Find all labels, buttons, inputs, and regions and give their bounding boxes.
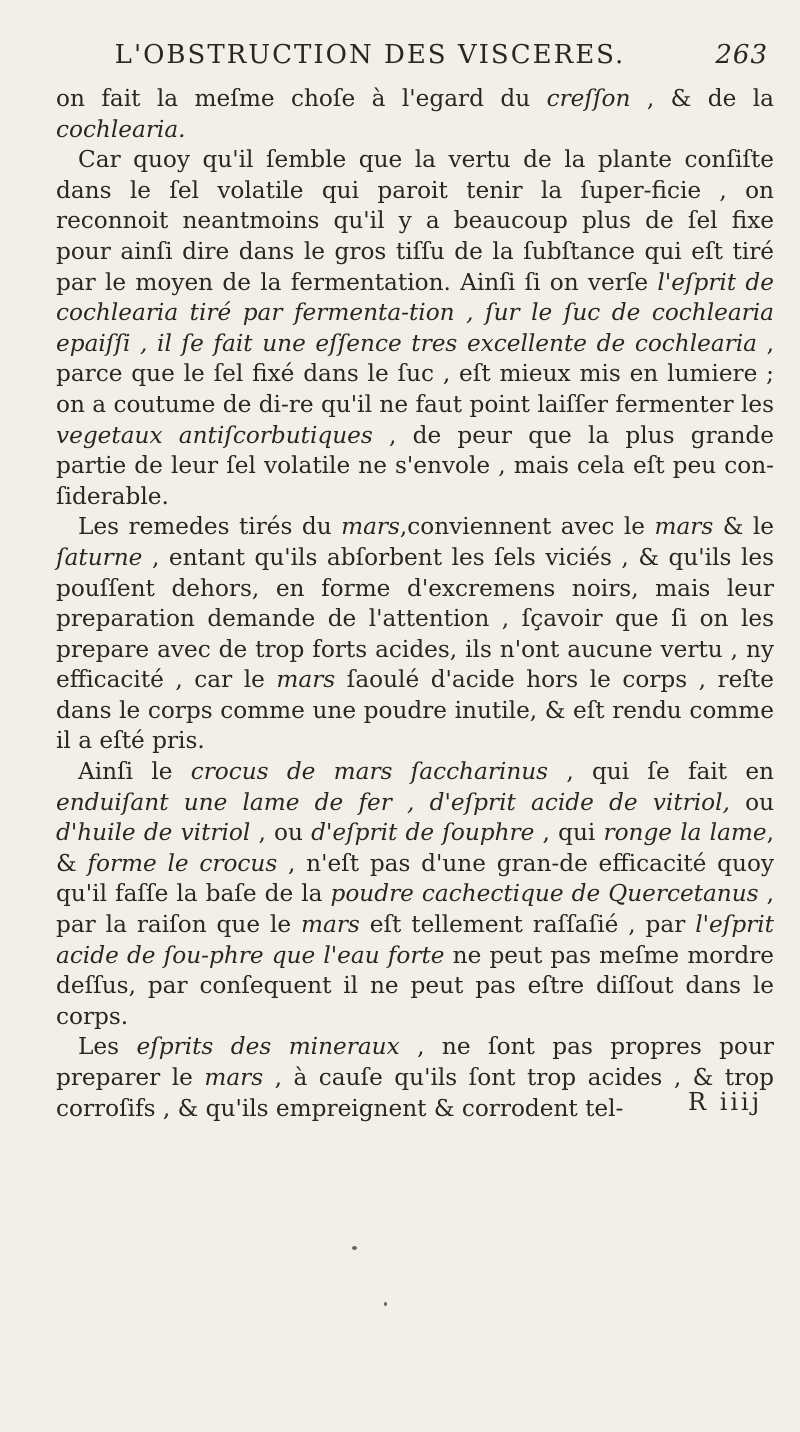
italic-text: mars <box>204 1064 264 1091</box>
signature-mark: R iiij <box>688 1088 763 1116</box>
text-run: , & de la <box>630 85 774 112</box>
running-title: L'OBSTRUCTION DES VISCERES. <box>114 40 626 70</box>
text-run: , à cauſe qu'ils ſont trop acides , & trop corroſifs , & qu'ils empreignent & corrodent tel- <box>56 1064 774 1122</box>
italic-text: enduiſant une lame de fer , d'eſprit acide de vitriol, <box>56 788 730 816</box>
text-run: eſt tellement raſſaſié , par <box>359 911 696 939</box>
italic-text: cochlearia. <box>56 115 186 143</box>
text-run: Les <box>78 1033 137 1061</box>
italic-text: mars <box>301 911 360 939</box>
italic-text: mars <box>341 513 400 541</box>
text-run: & le <box>713 513 774 541</box>
text-run: ſaoulé d'acide hors le corps , reſte dans le corps comme une poudre inutile, & eſt rendu comme il a eſté pris. <box>56 666 774 755</box>
running-header <box>56 40 774 84</box>
italic-text: vegetaux antiſcorbutiques <box>56 421 373 449</box>
text-run: Les remedes tirés du <box>78 513 342 541</box>
italic-text: ronge la lame <box>603 819 767 847</box>
paragraph <box>56 757 774 1032</box>
text-run: , de peur que la plus grande partie de leur ſel volatile ne s'envole , mais cela eſt peu con-ſiderable. <box>56 421 774 510</box>
italic-text: d'eſprit de ſouphre <box>311 819 535 847</box>
text-run: , qui <box>534 819 604 847</box>
italic-text: l'eſprit acide de ſou-phre que l'eau forte <box>56 911 774 969</box>
ink-speck <box>352 1246 357 1250</box>
italic-text: forme le crocus <box>87 849 278 877</box>
italic-text: l'eſprit de cochlearia tiré par fermenta-tion , ſur le ſuc de cochlearia epaiſſi , il ſe fait une eſſence tres excellente de cochlearia <box>56 268 774 357</box>
italic-text: mars <box>276 666 336 694</box>
italic-text: poudre cachectique de Quercetanus <box>330 880 759 908</box>
text-run: Ainſi le <box>78 758 191 786</box>
text-run: , entant qu'ils abſorbent les ſels viciés , & qu'ils les pouſſent dehors, en forme d'excremens noirs, mais leur preparation demande de l'attention , ſçavoir que ſi on les prepare avec de trop forts acides, ils n'ont aucune vertu , ny efficacité , car le <box>56 543 774 694</box>
paragraph <box>56 84 774 145</box>
italic-text: mars <box>654 513 714 541</box>
paragraph <box>56 512 774 757</box>
text-run: , n'eſt pas d'une gran-de efficacité quoy qu'il faſſe la baſe de la <box>56 849 774 908</box>
ink-speck <box>384 1302 387 1306</box>
body-text <box>56 84 774 1124</box>
text-run: , & <box>56 819 774 877</box>
text-run: , parce que le ſel fixé dans le ſuc , eſt mieux mis en lumiere ; on a coutume de di-re qu'il ne faut point laiſſer fermenter les <box>56 329 775 418</box>
page-number: 263 <box>715 40 768 70</box>
text-run: , ou <box>250 819 312 847</box>
text-run: ,conviennent avec le <box>399 513 655 541</box>
italic-text: creſſon <box>546 85 631 112</box>
text-run: , qui ſe fait en <box>548 758 774 786</box>
italic-text: d'huile de vitriol <box>56 819 251 847</box>
italic-text: eſprits des mineraux <box>136 1033 400 1061</box>
text-run: , ne ſont pas propres pour preparer le <box>56 1033 774 1091</box>
text-run: ne peut pas meſme mordre deſſus, par conſequent il ne peut pas eſtre diſſout dans le corps. <box>56 941 774 1030</box>
text-run: on fait la meſme choſe à l'egard du <box>56 85 547 112</box>
text-run: ou <box>729 788 775 816</box>
paragraph <box>56 145 774 512</box>
paragraph <box>56 1032 774 1124</box>
italic-text: ſaturne <box>56 543 143 571</box>
text-run: , par la raiſon que le <box>56 880 774 939</box>
italic-text: crocus de mars ſaccharinus <box>190 758 549 786</box>
text-run: Car quoy qu'il ſemble que la vertu de la plante conſiſte dans le ſel volatile qui paroit tenir la ſuper-ficie , on reconnoit neantmoins qu'il y a beaucoup plus de ſel fixe pour ainſi dire dans le gros tiſſu de la ſubſtance qui eſt tiré par le moyen de la fermentation. Ainſi ſi on verſe <box>56 146 774 296</box>
